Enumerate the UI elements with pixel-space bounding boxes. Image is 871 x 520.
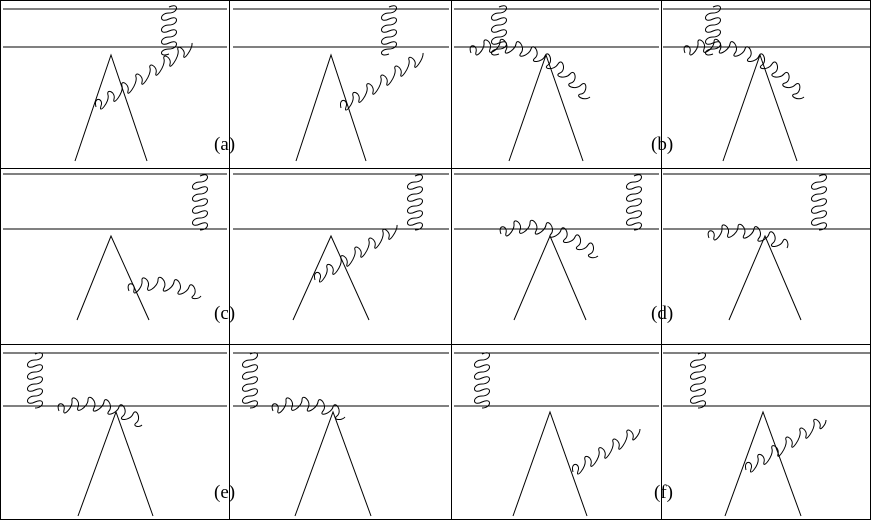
caption-d: (d) — [651, 303, 674, 324]
gluon-vertical — [243, 353, 258, 408]
gluon-diagonal — [572, 429, 640, 474]
row-divider-2 — [1, 344, 870, 345]
quark-v-vertex — [723, 55, 797, 161]
gluon-vertical — [475, 353, 490, 408]
diagram-row-2 — [1, 168, 871, 344]
gluon-vertical — [812, 175, 827, 230]
gluon-diagonal — [340, 53, 423, 110]
row-divider-1 — [1, 168, 870, 169]
caption-f: (f) — [654, 482, 673, 503]
quark-v-vertex — [295, 412, 371, 516]
column-divider-1 — [229, 1, 230, 519]
quark-v-vertex — [296, 55, 366, 161]
gluon-diagonal — [128, 277, 201, 298]
column-divider-2 — [451, 1, 452, 519]
gluon-diagonal — [58, 397, 142, 426]
gluon-diagonal — [470, 39, 590, 98]
gluon-vertical — [627, 175, 642, 230]
quark-v-vertex — [293, 236, 369, 320]
caption-b: (b) — [651, 134, 674, 155]
quark-v-vertex — [78, 412, 153, 516]
column-divider-3 — [661, 1, 662, 519]
quark-v-vertex — [77, 236, 149, 320]
gluon-vertical — [492, 6, 507, 55]
quark-v-vertex — [509, 55, 583, 161]
diagram-row-3 — [1, 344, 871, 520]
gluon-diagonal — [684, 39, 804, 98]
gluon-vertical — [691, 353, 706, 408]
gluon-diagonal — [314, 225, 397, 282]
gluon-vertical — [162, 6, 177, 55]
diagram-row-1 — [1, 1, 871, 168]
caption-a: (a) — [214, 134, 236, 155]
quark-v-vertex — [729, 236, 801, 320]
gluon-vertical — [28, 353, 43, 408]
gluon-diagonal — [708, 224, 788, 248]
gluon-vertical — [193, 175, 208, 230]
caption-c: (c) — [214, 303, 236, 324]
quark-v-vertex — [75, 55, 147, 161]
gluon-vertical — [408, 175, 423, 230]
gluon-diagonal — [95, 43, 192, 109]
quark-v-vertex — [725, 412, 801, 516]
gluon-vertical — [382, 6, 397, 55]
caption-e: (e) — [214, 482, 236, 503]
gluon-vertical — [706, 6, 721, 55]
quark-v-vertex — [514, 236, 586, 320]
